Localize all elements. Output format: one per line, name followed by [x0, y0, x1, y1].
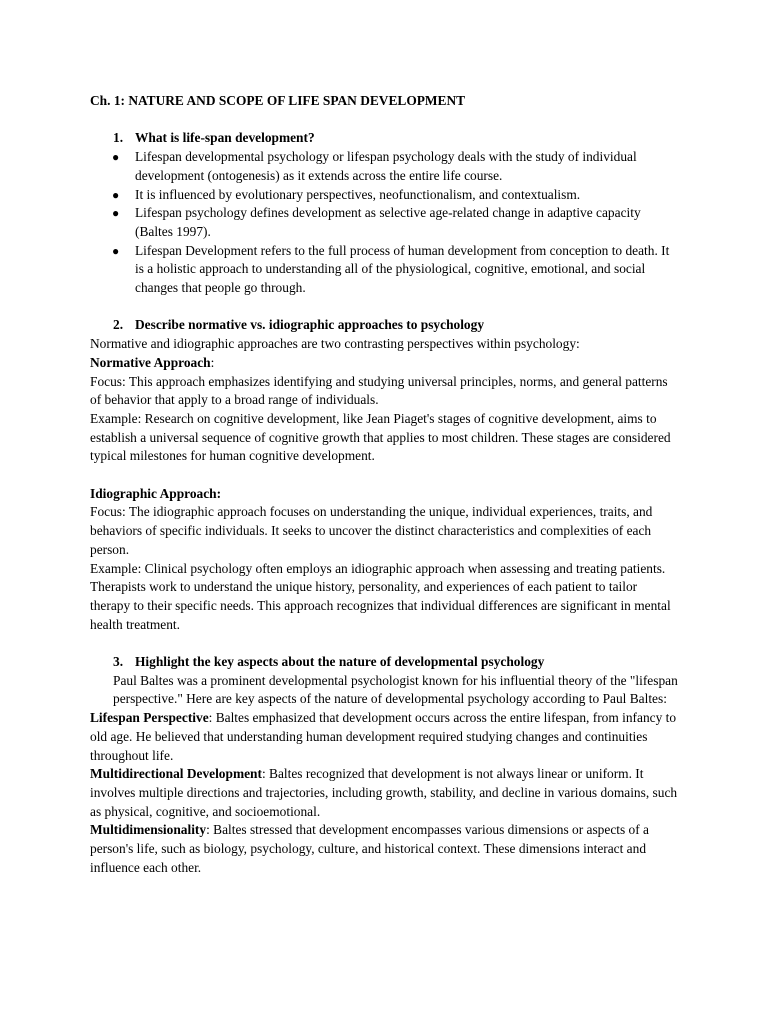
normative-example: Example: Research on cognitive development, like Jean Piaget's stages of cognitive development, aims to establish a universal sequence of cognitive growth that applies to most children. These stages are considered typical milestones for human cognitive development.	[90, 410, 671, 464]
aspect-text: : Baltes recognized that development is not always linear or uniform. It involves multiple directions and trajectories, including growth, stability, and decline in various domains, such as physical, cognitive, and socioemotional.	[90, 766, 678, 819]
bullet-icon: ●	[112, 206, 120, 221]
spacer	[90, 111, 680, 130]
spacer	[90, 634, 680, 653]
section-3-number: 3.	[113, 654, 124, 670]
aspect-lifespan-perspective	[90, 709, 680, 765]
spacer	[90, 466, 680, 485]
bullet-icon: ●	[112, 187, 120, 202]
section-3-heading	[90, 653, 680, 672]
list-item	[90, 148, 680, 185]
normative-heading: Normative Approach	[90, 354, 211, 370]
list-item	[90, 204, 680, 241]
aspect-term: Multidirectional Development	[90, 766, 262, 782]
section-2-number: 2.	[113, 317, 124, 333]
section-2-heading-text: Describe normative vs. idiographic approaches to psychology	[135, 317, 485, 333]
bullet-icon: ●	[112, 243, 120, 258]
aspect-term: Lifespan Perspective	[90, 710, 209, 726]
aspect-text: : Baltes stressed that development encompasses various dimensions or aspects of a person's life, such as biology, psychology, culture, and historical context. These dimensions interact and influence each other.	[90, 822, 649, 875]
section-1-number: 1.	[113, 130, 124, 146]
bullet-text: Lifespan Development refers to the full process of human development from conception to death. It is a holistic approach to understanding all of the physiological, cognitive, emotional, and social changes that people go through.	[135, 242, 670, 296]
bullet-text: Lifespan developmental psychology or lifespan psychology deals with the study of individual development (ontogenesis) as it extends across the entire life course.	[135, 149, 637, 183]
section-3-heading-text: Highlight the key aspects about the nature of developmental psychology	[135, 654, 545, 670]
section-1-heading-text: What is life-span development?	[135, 130, 315, 146]
idiographic-example: Example: Clinical psychology often employs an idiographic approach when assessing and treating patients. Therapists work to understand the unique history, personality, and experiences of each patient to tailor therapy to their specific needs. This approach recognizes that individual differences are significant in mental health treatment.	[90, 560, 671, 632]
document-page	[90, 92, 680, 877]
list-item	[90, 242, 680, 298]
normative-focus: Focus: This approach emphasizes identifying and studying universal principles, norms, and general patterns of behavior that apply to a broad range of individuals.	[90, 373, 668, 408]
section-1-bullet-list	[90, 148, 680, 298]
normative-heading-line	[90, 354, 680, 373]
bullet-icon: ●	[112, 150, 120, 165]
section-3-intro: Paul Baltes was a prominent developmental psychologist known for his influential theory of the "lifespan perspective." Here are key aspects of the nature of developmental psychology according to Paul Baltes:	[113, 672, 678, 707]
bullet-text: It is influenced by evolutionary perspectives, neofunctionalism, and contextualism.	[135, 186, 581, 202]
section-1-heading	[90, 129, 680, 148]
section-2-heading	[90, 316, 680, 335]
aspect-term: Multidimensionality	[90, 822, 207, 838]
normative-heading-colon: :	[210, 354, 215, 370]
idiographic-focus: Focus: The idiographic approach focuses on understanding the unique, individual experiences, traits, and behaviors of specific individuals. It seeks to uncover the distinct characteristics and complexities of each person.	[90, 504, 653, 557]
idiographic-heading: Idiographic Approach:	[90, 485, 222, 501]
aspect-text: : Baltes emphasized that development occurs across the entire lifespan, from infancy to old age. He believed that understanding human development required studying changes and continuities throughout life.	[90, 710, 677, 763]
page-title: Ch. 1: NATURE AND SCOPE OF LIFE SPAN DEVELOPMENT	[90, 93, 466, 108]
spacer	[90, 298, 680, 317]
aspect-multidirectional-development	[90, 765, 680, 821]
aspect-multidimensionality	[90, 821, 680, 877]
section-2-intro: Normative and idiographic approaches are two contrasting perspectives within psychology:	[90, 336, 580, 352]
bullet-text: Lifespan psychology defines development as selective age-related change in adaptive capacity (Baltes 1997).	[135, 205, 641, 239]
list-item	[90, 186, 680, 205]
